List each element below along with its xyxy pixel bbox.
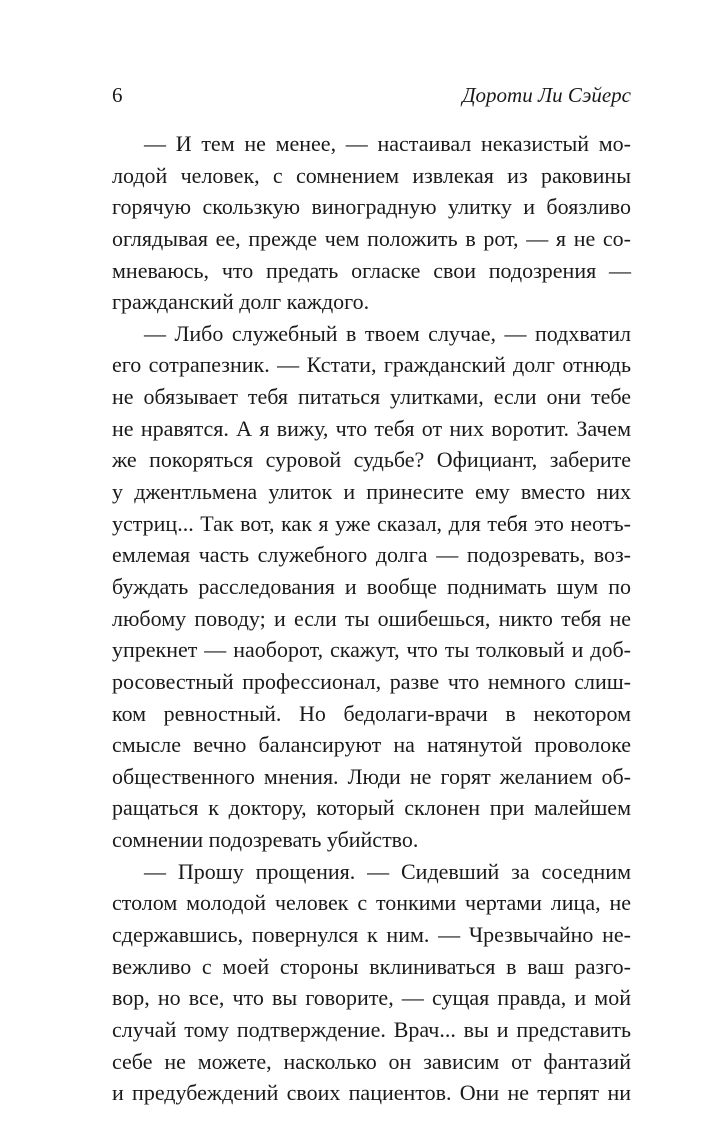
text-line: себе не можете, насколько он зависим от фантазий — [112, 1048, 631, 1074]
body-text — [112, 128, 631, 1109]
text-line: устриц... Так вот, как я уже сказал, для тебя это неотъ- — [112, 510, 631, 536]
text-line: случай тому подтверждение. Врач... вы и представить — [112, 1016, 631, 1042]
text-line: горячую скользкую виноградную улитку и боязливо — [112, 194, 631, 220]
text-line: оглядывая ее, прежде чем положить в рот, — я не со- — [112, 225, 631, 251]
text-line: ком ревностный. Но бедолаги-врачи в некотором — [112, 700, 631, 726]
text-line: столом молодой человек с тонкими чертами лица, не — [112, 890, 631, 916]
text-line: — Либо служебный в твоем случае, — подхватил — [144, 320, 631, 346]
text-line: любому поводу; и если ты ошибешься, никто тебя не — [112, 605, 631, 631]
text-line: не нравятся. А я вижу, что тебя от них воротит. Зачем — [112, 415, 631, 441]
text-line: сдержавшись, повернулся к ним. — Чрезвычайно не- — [112, 922, 631, 948]
text-line: вежливо с моей стороны вклиниваться в ваш разго- — [112, 953, 631, 979]
page-header — [112, 83, 631, 113]
text-line: гражданский долг каждого. — [112, 289, 370, 315]
text-line: — Прошу прощения. — Сидевший за соседним — [144, 858, 631, 884]
text-line: лодой человек, с сомнением извлекая из раковины — [112, 162, 631, 188]
text-line: — И тем не менее, — настаивал неказистый мо- — [144, 131, 631, 156]
text-line: и предубеждений своих пациентов. Они не терпят ни — [112, 1080, 631, 1106]
text-line: же покоряться суровой судьбе? Официант, заберите — [112, 447, 631, 473]
running-title: Дороти Ли Сэйерс — [462, 83, 631, 107]
text-line: росовестный профессионал, разве что немного слиш- — [112, 668, 631, 694]
text-line: буждать расследования и вообще поднимать шум по — [112, 573, 631, 599]
text-line: у джентльмена улиток и принесите ему вместо них — [112, 479, 631, 505]
text-line: не обязывает тебя питаться улитками, если они тебе — [112, 384, 631, 410]
text-line: ращаться к доктору, который склонен при малейшем — [112, 795, 631, 821]
page-number: 6 — [112, 83, 123, 107]
text-line: общественного мнения. Люди не горят желанием об- — [112, 763, 631, 789]
text-line: смысле вечно балансируют на натянутой проволоке — [112, 732, 631, 758]
text-line: упрекнет — наоборот, скажут, что ты толковый и доб- — [112, 637, 631, 663]
text-line: сомнении подозревать убийство. — [112, 827, 419, 853]
text-line: вор, но все, что вы говорите, — сущая правда, и мой — [112, 985, 631, 1011]
text-line: емлемая часть служебного долга — подозревать, воз- — [112, 542, 631, 568]
text-line: мневаюсь, что предать огласке свои подозрения — — [112, 257, 631, 283]
text-line: его сотрапезник. — Кстати, гражданский долг отнюдь — [112, 352, 631, 378]
